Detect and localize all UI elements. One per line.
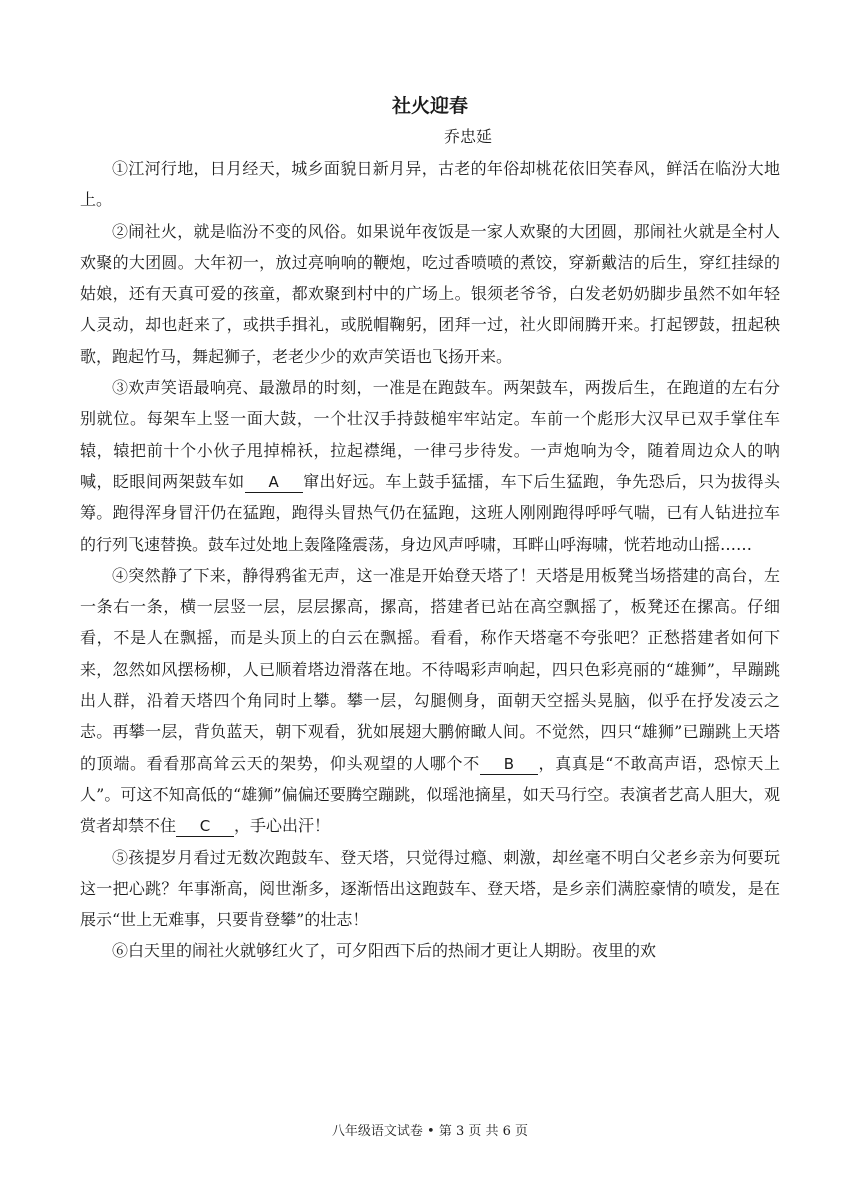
fill-blank-c: C xyxy=(176,816,234,837)
paragraph-3-part-1: ③欢声笑语最响亮、最激昂的时刻，一准是在跑鼓车。两架鼓车，两拨后生，在跑道的左右分别就位。每架车上竖一面大鼓，一个壮汉手持鼓槌牢牢站定。车前一个彪形大汉早已双手掌住车辕，辕把前十个小伙子甩掉棉袄，拉起襟绳，一律弓步待发。一声炮响为令，随着周边众人的呐喊，眨眼间两架鼓车如 xyxy=(80,378,780,491)
paragraph-3-part-2: 窜出好远。车上鼓手猛擂，车下后生猛跑，争先恐后，只为拔得头筹。跑得浑身冒汗仍在猛跑，跑得头冒热气仍在猛跑，这班人刚刚跑得呼呼气喘，已有人钻进拉车的行列飞速替换。鼓车过处地上轰隆隆震荡，身边风声呼啸，耳畔山呼海啸，恍若地动山摇…… xyxy=(80,471,780,554)
article-author xyxy=(0,124,860,150)
page-footer: 八年级语文试卷 • 第 3 页 共 6 页 xyxy=(331,1124,529,1139)
paragraph-5: ⑤孩提岁月看过无数次跑鼓车、登天塔，只觉得过瘾、刺激，却丝毫不明白父老乡亲为何要玩这一把心跳？年事渐高，阅世渐多，逐渐悟出这跑鼓车、登天塔，是乡亲们满腔豪情的喷发，是在展示“世上无难事，只要肯登攀”的壮志！ xyxy=(80,847,780,930)
paragraph-4-part-2: ，真真是“不敢高声语，恐惊天上人”。可这不知高低的“雄狮”偏偏还要腾空蹦跳，似瑶池摘星，如天马行空。表演者艺高人胆大，观赏者却禁不住 xyxy=(80,753,780,836)
paragraph-1: ①江河行地，日月经天，城乡面貌日新月异，古老的年俗却桃花依旧笑春风，鲜活在临汾大地上。 xyxy=(80,159,780,210)
paragraph-2: ②闹社火，就是临汾不变的风俗。如果说年夜饭是一家人欢聚的大团圆，那闹社火就是全村人欢聚的大团圆。大年初一，放过亮响响的鞭炮，吃过香喷喷的煮饺，穿新戴洁的后生，穿红挂绿的姑娘，还有天真可爱的孩童，都欢聚到村中的广场上。银须老爷爷，白发老奶奶脚步虽然不如年轻人灵动，却也赶来了，或拱手揖礼，或脱帽鞠躬，团拜一过，社火即闹腾开来。打起锣鼓，扭起秧歌，跑起竹马，舞起狮子，老老少少的欢声笑语也飞扬开来。 xyxy=(80,221,780,366)
fill-blank-a: A xyxy=(245,472,303,493)
paragraph-4-part-3: ，手心出汗！ xyxy=(234,816,331,836)
author-name: 乔忠延 xyxy=(443,127,492,146)
paragraph-6: ⑥白天里的闹社火就够红火了，可夕阳西下后的热闹才更让人期盼。夜里的欢 xyxy=(112,941,657,961)
fill-blank-b: B xyxy=(480,754,538,775)
paragraph-4 xyxy=(80,560,780,842)
article-body xyxy=(80,153,780,967)
paragraph-4-part-1: ④突然静了下来，静得鸦雀无声，这一准是开始登天塔了！天塔是用板凳当场搭建的高台，左一条右一条，横一层竖一层，层层摞高，摞高，搭建者已站在高空飘摇了，板凳还在摞高。仔细看，不是人在飘摇，而是头顶上的白云在飘摇。看看，称作天塔毫不夸张吧？正愁搭建者如何下来，忽然如风摆杨柳，人已顺着塔边滑落在地。不待喝彩声响起，四只色彩亮丽的“雄狮”，早蹦跳出人群，沿着天塔四个角同时上攀。攀一层，勾腿侧身，面朝天空摇头晃脑，似乎在抒发凌云之志。再攀一层，背负蓝天，朝下观看，犹如展翅大鹏俯瞰人间。不觉然，四只“雄狮”已蹦跳上天塔的顶端。看看那高耸云天的架势，仰头观望的人哪个不 xyxy=(80,565,780,773)
paragraph-3 xyxy=(80,372,780,560)
article-title: 社火迎春 xyxy=(391,95,468,117)
